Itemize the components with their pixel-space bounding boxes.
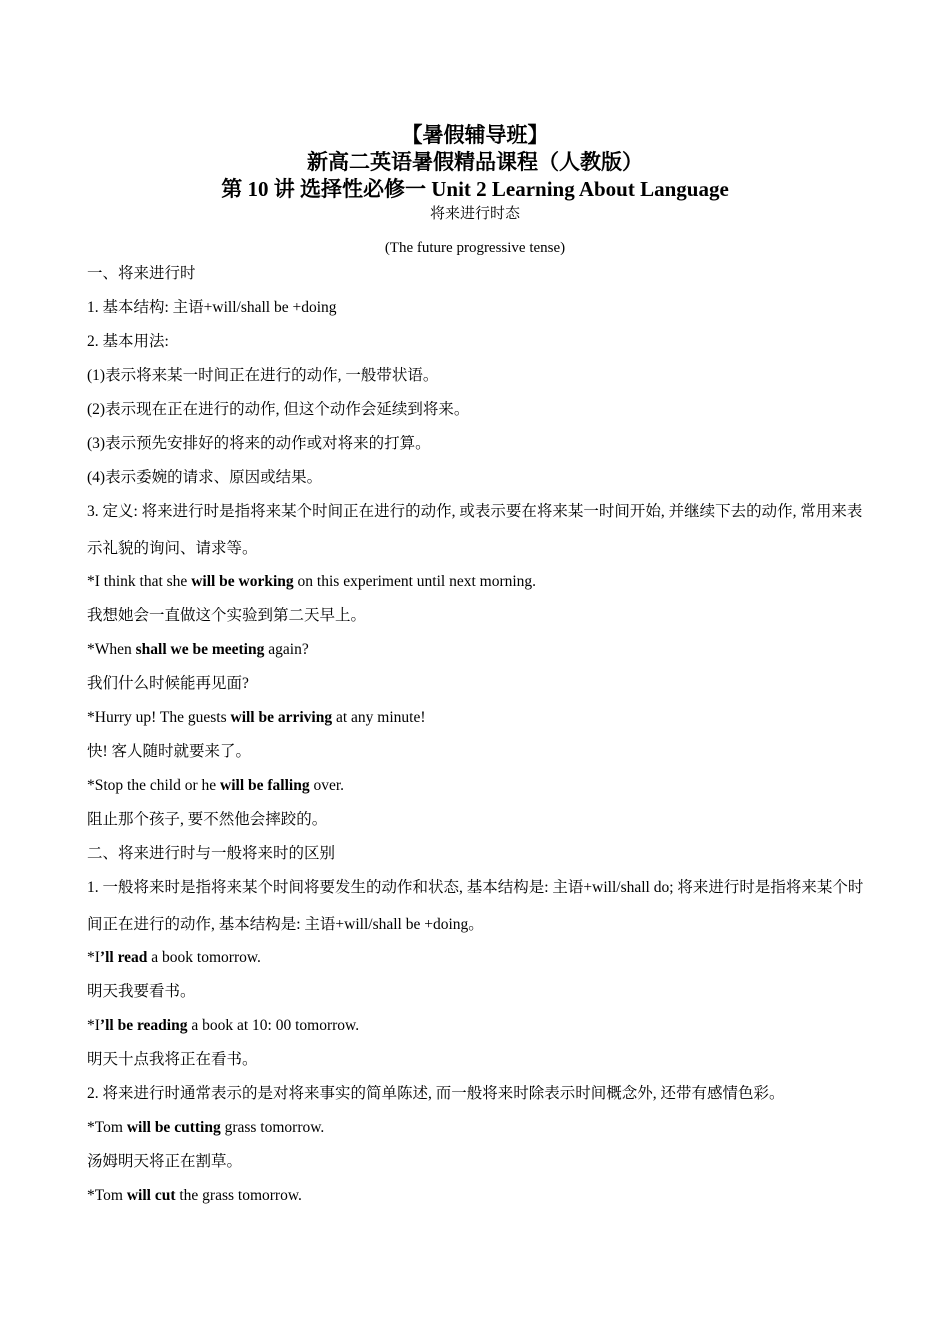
example-sentence: *Tom will be cutting grass tomorrow.: [87, 1119, 325, 1136]
usage-item-4: (4)表示委婉的请求、原因或结果。: [87, 469, 323, 486]
example-sentence: *I think that she will be working on this experiment until next morning.: [87, 573, 537, 590]
example-translation: 快! 客人随时就要来了。: [87, 743, 252, 760]
usage-item-2: (2)表示现在正在进行的动作, 但这个动作会延续到将来。: [87, 401, 470, 418]
lecture-title: 第 10 讲 选择性必修一 Unit 2 Learning About Language: [221, 177, 729, 201]
section-1-heading: 一、将来进行时: [87, 265, 196, 282]
example-sentence: *I’ll read a book tomorrow.: [87, 949, 261, 966]
course-banner: 【暑假辅导班】: [401, 123, 549, 147]
title-block: [0, 122, 950, 259]
usage-title: 2. 基本用法:: [87, 333, 169, 350]
example-translation: 我想她会一直做这个实验到第二天早上。: [87, 607, 367, 624]
example-translation: 阻止那个孩子, 要不然他会摔跤的。: [87, 811, 328, 828]
section-2-heading: 二、将来进行时与一般将来时的区别: [87, 845, 336, 862]
comparison-point-2: 2. 将来进行时通常表示的是对将来事实的简单陈述, 而一般将来时除表示时间概念外, 还带有感情色彩。: [87, 1085, 785, 1102]
example-sentence: *Hurry up! The guests will be arriving at any minute!: [87, 709, 426, 726]
example-translation: 明天我要看书。: [87, 983, 196, 1000]
comparison-point-1: 1. 一般将来时是指将来某个时间将要发生的动作和状态, 基本结构是: 主语+will/shall do; 将来进行时是指将来某个时间正在进行的动作, 基本结构是: 主语+will/shall be +doing。: [87, 879, 864, 933]
topic-chinese: 将来进行时态: [429, 206, 520, 222]
usage-item-1: (1)表示将来某一时间正在进行的动作, 一般带状语。: [87, 367, 439, 384]
example-sentence: *Stop the child or he will be falling over.: [87, 777, 345, 794]
usage-item-3: (3)表示预先安排好的将来的动作或对将来的打算。: [87, 435, 431, 452]
example-translation: 明天十点我将正在看书。: [87, 1051, 258, 1068]
topic-english: (The future progressive tense): [384, 240, 566, 256]
example-translation: 汤姆明天将正在割草。: [87, 1153, 243, 1170]
example-sentence: *I’ll be reading a book at 10: 00 tomorrow.: [87, 1017, 360, 1034]
document-body: [87, 263, 877, 1219]
course-title: 新高二英语暑假精品课程（人教版）: [307, 150, 643, 174]
example-sentence: *Tom will cut the grass tomorrow.: [87, 1187, 302, 1204]
example-translation: 我们什么时候能再见面?: [87, 675, 249, 692]
basic-structure: 1. 基本结构: 主语+will/shall be +doing: [87, 299, 337, 316]
definition: 3. 定义: 将来进行时是指将来某个时间正在进行的动作, 或表示要在将来某一时间开始, 并继续下去的动作, 常用来表示礼貌的询问、请求等。: [87, 503, 863, 557]
example-sentence: *When shall we be meeting again?: [87, 641, 309, 658]
